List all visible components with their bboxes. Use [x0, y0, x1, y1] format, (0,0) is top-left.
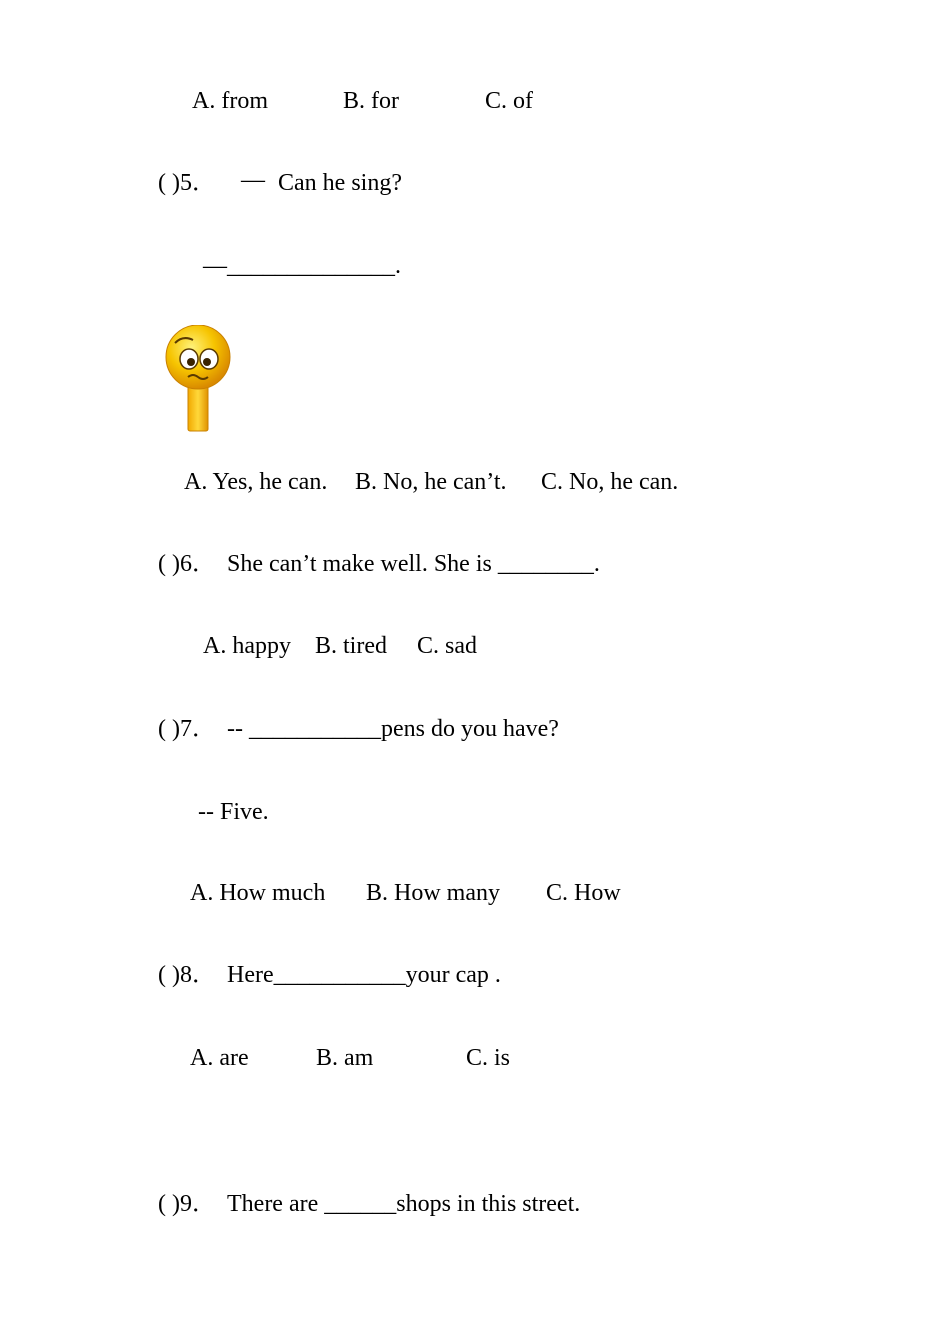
q9-question: There are ______shops in this street.	[227, 1191, 581, 1217]
q6-option-c: C. sad	[417, 633, 477, 659]
q9-number: ( )9．	[158, 1191, 216, 1217]
q5-number: ( )5．	[158, 170, 216, 196]
worried-face-icon	[163, 325, 233, 433]
q7-option-c: C. How	[546, 880, 621, 906]
q8-option-b: B. am	[316, 1045, 374, 1071]
q6-number: ( )6．	[158, 551, 216, 577]
q5-option-a: A. Yes, he can.	[184, 469, 328, 495]
q4-option-b: B. for	[343, 88, 399, 114]
q4-option-c: C. of	[485, 88, 533, 114]
q8-option-a: A. are	[190, 1045, 249, 1071]
q5-dash: —	[241, 167, 265, 193]
q7-option-b: B. How many	[366, 880, 500, 906]
q5-answer-blank: —______________.	[203, 253, 401, 279]
q8-number: ( )8．	[158, 962, 216, 988]
q6-question: She can’t make well. She is ________.	[227, 551, 600, 577]
q5-question: Can he sing?	[278, 170, 402, 196]
q7-option-a: A. How much	[190, 880, 326, 906]
q4-option-a: A. from	[192, 88, 268, 114]
q8-question: Here___________your cap .	[227, 962, 501, 988]
q7-question: -- ___________pens do you have?	[227, 716, 559, 742]
q8-option-c: C. is	[466, 1045, 511, 1071]
q7-answer: -- Five.	[198, 799, 269, 825]
q5-option-c: C. No, he can.	[541, 469, 679, 495]
q6-option-a: A. happy	[203, 633, 291, 659]
q7-number: ( )7．	[158, 716, 216, 742]
q5-option-b: B. No, he can’t.	[355, 469, 507, 495]
q6-option-b: B. tired	[315, 633, 387, 659]
